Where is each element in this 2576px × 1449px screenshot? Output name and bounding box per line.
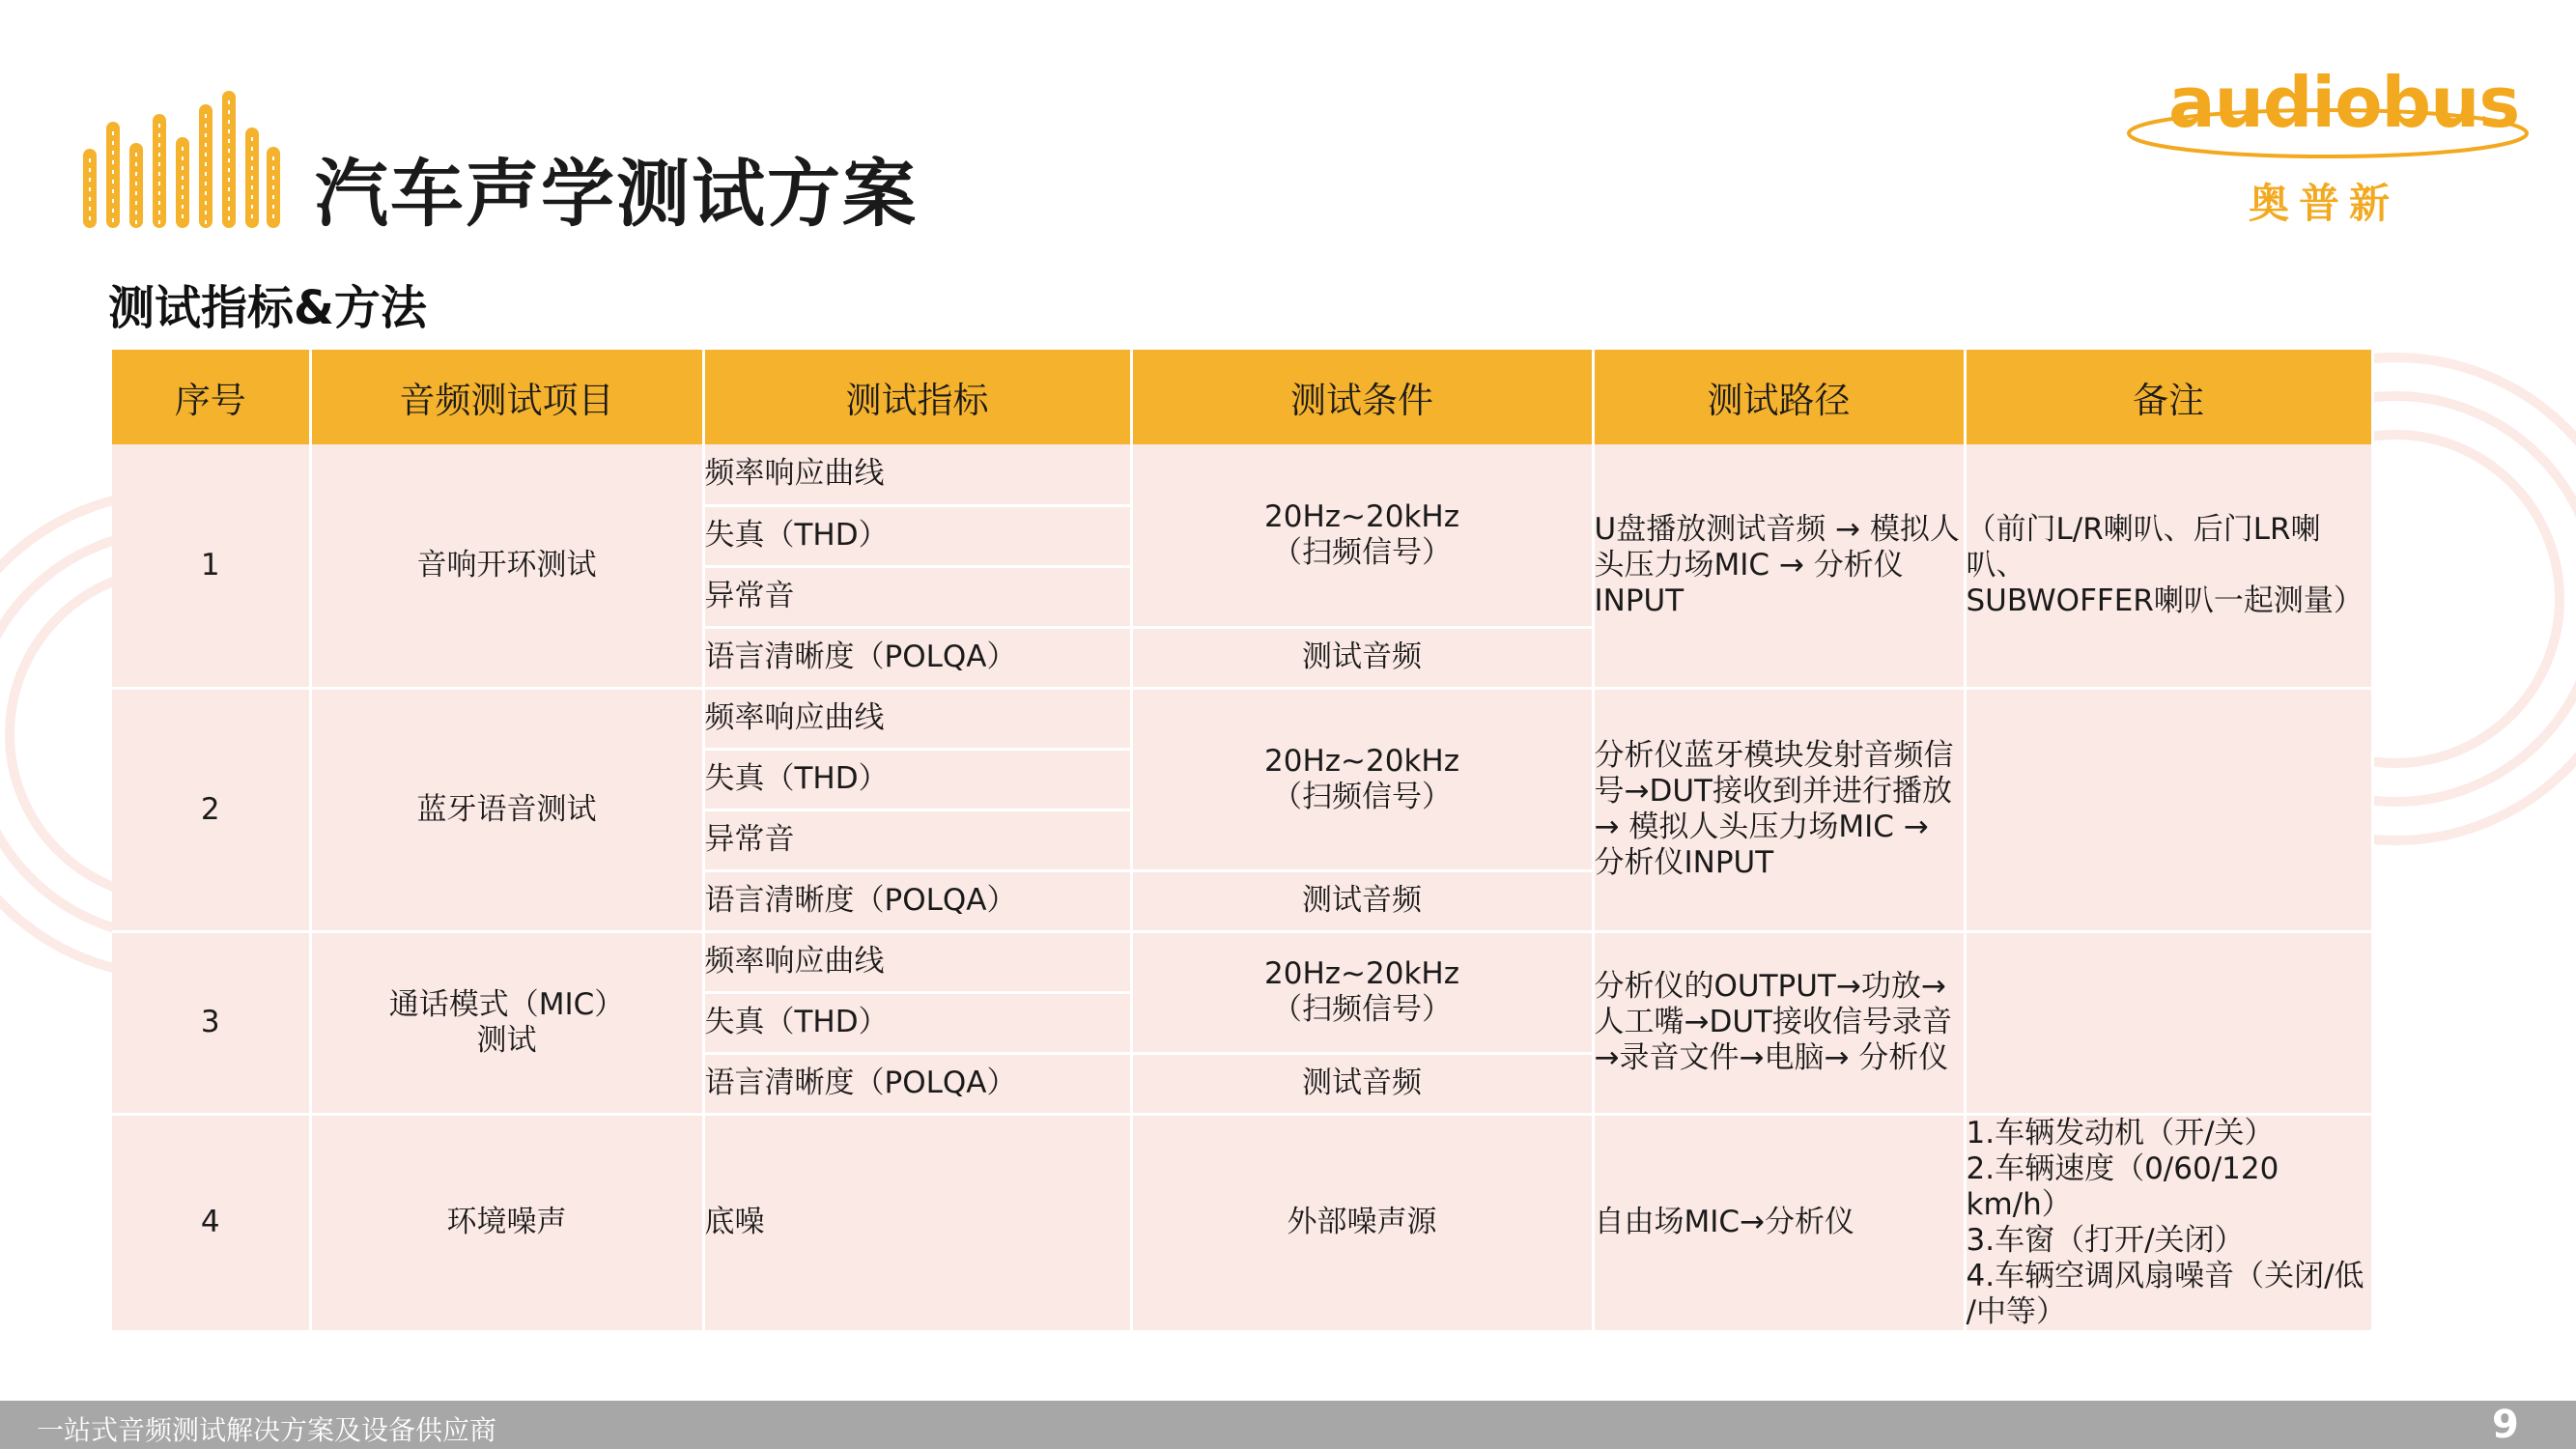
note-line: SUBWOFFER喇叭一起测量） bbox=[1966, 582, 2364, 618]
metric-cell: 底噪 bbox=[703, 1114, 1131, 1331]
note-cell bbox=[1965, 444, 2372, 688]
condition-cell bbox=[1131, 931, 1593, 1053]
item-line: 测试 bbox=[476, 1022, 537, 1058]
path-line: 头压力场MIC → 分析仪 bbox=[1594, 547, 1904, 582]
path-line: →录音文件→电脑→ 分析仪 bbox=[1594, 1040, 1949, 1075]
brand-name: audiobus bbox=[2168, 62, 2520, 143]
section-subtitle: 测试指标&方法 bbox=[108, 281, 427, 335]
metric-cell: 失真（THD） bbox=[703, 749, 1131, 810]
row-no: 1 bbox=[112, 444, 310, 688]
path-line: 分析仪INPUT bbox=[1594, 845, 1774, 880]
path-line: 分析仪蓝牙模块发射音频信 bbox=[1594, 738, 1954, 773]
note-line: 4.车辆空调风扇噪音（关闭/低 bbox=[1966, 1258, 2364, 1293]
table-row bbox=[112, 444, 2372, 505]
header-no: 序号 bbox=[112, 350, 310, 444]
metric-cell: 失真（THD） bbox=[703, 992, 1131, 1053]
metric-cell: 频率响应曲线 bbox=[703, 688, 1131, 749]
path-cell bbox=[1593, 444, 1965, 688]
header-condition: 测试条件 bbox=[1131, 350, 1593, 444]
condition-cell bbox=[1131, 688, 1593, 870]
note-cell bbox=[1965, 688, 2372, 931]
condition-sweep-range: 20Hz~20kHz bbox=[1264, 498, 1459, 534]
path-cell: 自由场MIC→分析仪 bbox=[1593, 1114, 1965, 1331]
metric-cell: 语言清晰度（POLQA） bbox=[703, 1053, 1131, 1114]
path-line: INPUT bbox=[1594, 582, 1684, 618]
note-line: （前门L/R喇叭、后门LR喇叭、 bbox=[1966, 511, 2321, 582]
note-line: 3.车窗（打开/关闭） bbox=[1966, 1222, 2245, 1258]
condition-sweep-label: （扫频信号） bbox=[1272, 992, 1452, 1027]
row-item: 音响开环测试 bbox=[310, 444, 703, 688]
condition-cell: 测试音频 bbox=[1131, 627, 1593, 688]
metric-cell: 语言清晰度（POLQA） bbox=[703, 627, 1131, 688]
path-line: 人工嘴→DUT接收信号录音 bbox=[1594, 1005, 1952, 1039]
page-number: 9 bbox=[2492, 1403, 2519, 1447]
sound-bars-logo bbox=[81, 85, 284, 230]
note-line: 1.车辆发动机（开/关） bbox=[1966, 1115, 2275, 1151]
path-line: → 模拟人头压力场MIC → bbox=[1594, 810, 1929, 844]
table-row bbox=[112, 688, 2372, 749]
row-no: 2 bbox=[112, 688, 310, 931]
metric-cell: 失真（THD） bbox=[703, 505, 1131, 566]
condition-cell: 测试音频 bbox=[1131, 870, 1593, 931]
table-row bbox=[112, 1114, 2372, 1331]
condition-sweep-label: （扫频信号） bbox=[1272, 779, 1452, 814]
path-line: 分析仪的OUTPUT→功放→ bbox=[1594, 969, 1946, 1004]
note-cell bbox=[1965, 931, 2372, 1114]
header-item: 音频测试项目 bbox=[310, 350, 703, 444]
condition-cell: 外部噪声源 bbox=[1131, 1114, 1593, 1331]
metric-cell: 语言清晰度（POLQA） bbox=[703, 870, 1131, 931]
row-no: 3 bbox=[112, 931, 310, 1114]
note-cell bbox=[1965, 1114, 2372, 1331]
path-cell bbox=[1593, 931, 1965, 1114]
metric-cell: 异常音 bbox=[703, 566, 1131, 627]
path-line: 号→DUT接收到并进行播放 bbox=[1594, 774, 1952, 809]
item-line: 通话模式（MIC） bbox=[388, 986, 625, 1022]
row-item: 环境噪声 bbox=[310, 1114, 703, 1331]
row-item bbox=[310, 931, 703, 1114]
page-title: 汽车声学测试方案 bbox=[315, 151, 918, 237]
footer-tagline: 一站式音频测试解决方案及设备供应商 bbox=[37, 1414, 497, 1446]
brand-logo bbox=[2120, 58, 2545, 232]
row-no: 4 bbox=[112, 1114, 310, 1331]
note-line: 2.车辆速度（0/60/120 km/h） bbox=[1966, 1151, 2279, 1222]
table-header-row bbox=[112, 350, 2372, 444]
note-line: /中等） bbox=[1966, 1293, 2066, 1329]
path-line: U盘播放测试音频 → 模拟人 bbox=[1594, 511, 1960, 547]
condition-sweep-range: 20Hz~20kHz bbox=[1264, 743, 1459, 779]
brand-chinese-name: 奥普新 bbox=[2249, 180, 2400, 227]
path-cell bbox=[1593, 688, 1965, 931]
header-path: 测试路径 bbox=[1593, 350, 1965, 444]
condition-sweep-range: 20Hz~20kHz bbox=[1264, 956, 1459, 991]
condition-sweep-label: （扫频信号） bbox=[1272, 534, 1452, 570]
header-metric: 测试指标 bbox=[703, 350, 1131, 444]
metric-cell: 频率响应曲线 bbox=[703, 444, 1131, 505]
metric-cell: 频率响应曲线 bbox=[703, 931, 1131, 992]
condition-cell bbox=[1131, 444, 1593, 627]
row-item: 蓝牙语音测试 bbox=[310, 688, 703, 931]
table-row bbox=[112, 931, 2372, 992]
metric-cell: 异常音 bbox=[703, 810, 1131, 870]
header-note: 备注 bbox=[1965, 350, 2372, 444]
test-method-table bbox=[112, 350, 2374, 1333]
condition-cell: 测试音频 bbox=[1131, 1053, 1593, 1114]
